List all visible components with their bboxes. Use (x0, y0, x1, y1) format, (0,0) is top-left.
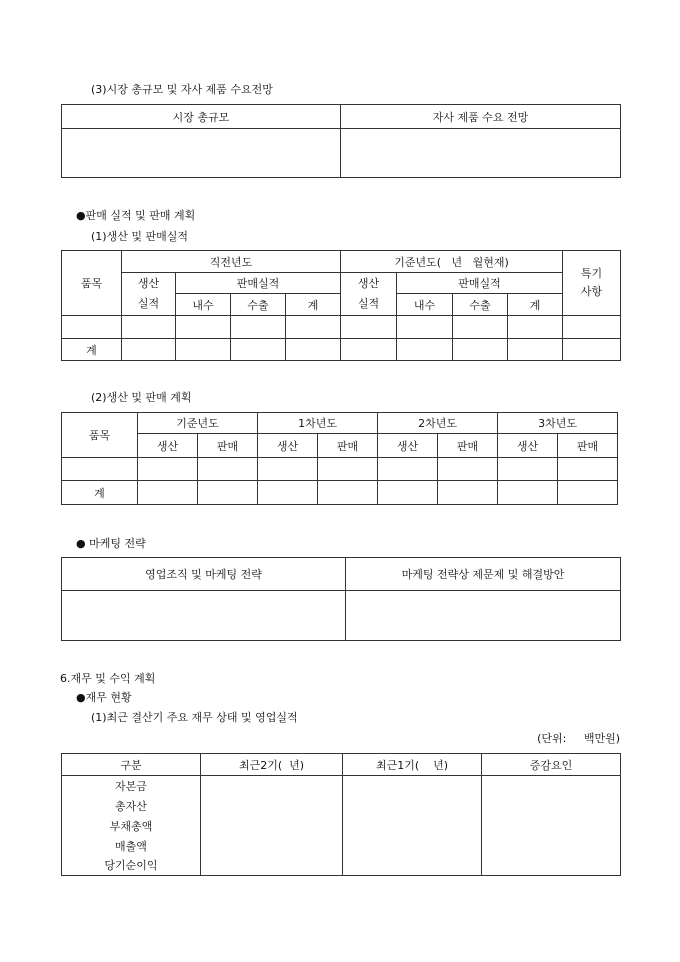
plan-sales-header: 판매 (558, 434, 618, 458)
table-cell[interactable] (343, 816, 482, 836)
table-cell[interactable] (558, 481, 618, 505)
table-cell[interactable] (138, 481, 198, 505)
prev-domestic-header: 내수 (176, 294, 231, 316)
fin-header-prev1: 최근1기( 년) (343, 754, 482, 776)
table-cell[interactable] (482, 776, 621, 796)
prev-year-header: 직전년도 (122, 251, 341, 273)
table-cell[interactable] (198, 458, 258, 481)
table-cell[interactable] (198, 481, 258, 505)
table-cell[interactable] (201, 776, 343, 796)
market-size-header: 시장 총규모 (62, 105, 341, 129)
table-cell[interactable] (498, 481, 558, 505)
table-cell[interactable] (558, 458, 618, 481)
table-cell[interactable] (482, 836, 621, 856)
table-cell[interactable] (62, 458, 138, 481)
table-cell[interactable] (438, 481, 498, 505)
total-row-label: 계 (62, 339, 122, 361)
plan-sales-header: 판매 (198, 434, 258, 458)
table-cell[interactable] (397, 316, 453, 339)
table-cell[interactable] (138, 458, 198, 481)
fin-header-prev2: 최근2기( 년) (201, 754, 343, 776)
market-size-table (61, 104, 621, 178)
table-cell[interactable] (438, 458, 498, 481)
table-cell[interactable] (286, 339, 341, 361)
plan-sales-header: 판매 (318, 434, 378, 458)
base-sum-header: 계 (508, 294, 563, 316)
base-year-header: 기준년도( 년 월현재) (341, 251, 563, 273)
table-cell[interactable] (343, 796, 482, 816)
table-cell[interactable] (378, 458, 438, 481)
fin-row-label: 당기순이익 (62, 856, 201, 876)
sales-plan-table (61, 412, 618, 505)
table-cell[interactable] (563, 316, 621, 339)
marketing-strategy-cell[interactable] (62, 591, 346, 641)
table-cell[interactable] (343, 856, 482, 876)
fin-header-change: 증감요인 (482, 754, 621, 776)
table-cell[interactable] (122, 339, 176, 361)
unit-label: (단위: 백만원) (537, 732, 620, 745)
table-cell[interactable] (318, 458, 378, 481)
plan-item-header: 품목 (62, 413, 138, 458)
plan-production-header: 생산 (378, 434, 438, 458)
prev-sales-header: 판매실적 (176, 273, 341, 294)
table-cell[interactable] (341, 339, 397, 361)
fin-row-label: 부채총액 (62, 816, 201, 836)
table-cell[interactable] (176, 339, 231, 361)
table-cell[interactable] (508, 316, 563, 339)
table-cell[interactable] (201, 836, 343, 856)
base-production-header: 생산 실적 (341, 273, 397, 316)
finance-table (61, 753, 621, 876)
table-cell[interactable] (231, 339, 286, 361)
marketing-strategy-header: 영업조직 및 마케팅 전략 (62, 558, 346, 591)
base-domestic-header: 내수 (397, 294, 453, 316)
fin-row-label: 총자산 (62, 796, 201, 816)
plan-year-header: 1차년도 (258, 413, 378, 434)
table-cell[interactable] (453, 339, 508, 361)
table-cell[interactable] (508, 339, 563, 361)
plan-year-header: 3차년도 (498, 413, 618, 434)
demand-outlook-header: 자사 제품 수요 전망 (341, 105, 621, 129)
sales-sub2-heading: (2)생산 및 판매 계획 (91, 391, 192, 404)
item-header: 품목 (62, 251, 122, 316)
table-cell[interactable] (201, 856, 343, 876)
plan-production-header: 생산 (498, 434, 558, 458)
market-size-cell[interactable] (62, 129, 341, 178)
marketing-heading: ● 마케팅 전략 (76, 537, 146, 550)
table-cell[interactable] (122, 316, 176, 339)
table-cell[interactable] (201, 796, 343, 816)
table-cell[interactable] (176, 316, 231, 339)
plan-sales-header: 판매 (438, 434, 498, 458)
remarks-header: 특기 사항 (563, 251, 621, 316)
marketing-issues-cell[interactable] (346, 591, 621, 641)
marketing-issues-header: 마케팅 전략상 제문제 및 해결방안 (346, 558, 621, 591)
table-cell[interactable] (378, 481, 438, 505)
finance-heading: 6.재무 및 수익 계획 (60, 672, 156, 685)
plan-year-header: 2차년도 (378, 413, 498, 434)
table-cell[interactable] (201, 816, 343, 836)
finance-sub-heading: ●재무 현황 (76, 691, 132, 704)
table-cell[interactable] (343, 836, 482, 856)
prev-production-header: 생산 실적 (122, 273, 176, 316)
plan-total-row-label: 계 (62, 481, 138, 505)
demand-outlook-cell[interactable] (341, 129, 621, 178)
table-cell[interactable] (563, 339, 621, 361)
fin-row-label: 자본금 (62, 776, 201, 796)
plan-year-header: 기준년도 (138, 413, 258, 434)
sales-heading: ●판매 실적 및 판매 계획 (76, 209, 196, 222)
sales-performance-table (61, 250, 621, 361)
table-cell[interactable] (62, 316, 122, 339)
table-cell[interactable] (258, 481, 318, 505)
section3-heading: (3)시장 총규모 및 자사 제품 수요전망 (91, 83, 273, 96)
table-cell[interactable] (286, 316, 341, 339)
table-cell[interactable] (482, 856, 621, 876)
sales-sub1-heading: (1)생산 및 판매실적 (91, 230, 188, 243)
plan-production-header: 생산 (258, 434, 318, 458)
table-cell[interactable] (258, 458, 318, 481)
table-cell[interactable] (482, 816, 621, 836)
marketing-table (61, 557, 621, 641)
table-cell[interactable] (482, 796, 621, 816)
base-sales-header: 판매실적 (397, 273, 563, 294)
finance-sub1-heading: (1)최근 결산기 주요 재무 상태 및 영업실적 (91, 711, 298, 724)
fin-row-label: 매출액 (62, 836, 201, 856)
table-cell[interactable] (397, 339, 453, 361)
table-cell[interactable] (343, 776, 482, 796)
prev-export-header: 수출 (231, 294, 286, 316)
fin-header-category: 구분 (62, 754, 201, 776)
plan-production-header: 생산 (138, 434, 198, 458)
table-cell[interactable] (231, 316, 286, 339)
table-cell[interactable] (341, 316, 397, 339)
base-export-header: 수출 (453, 294, 508, 316)
table-cell[interactable] (318, 481, 378, 505)
table-cell[interactable] (453, 316, 508, 339)
prev-sum-header: 계 (286, 294, 341, 316)
table-cell[interactable] (498, 458, 558, 481)
